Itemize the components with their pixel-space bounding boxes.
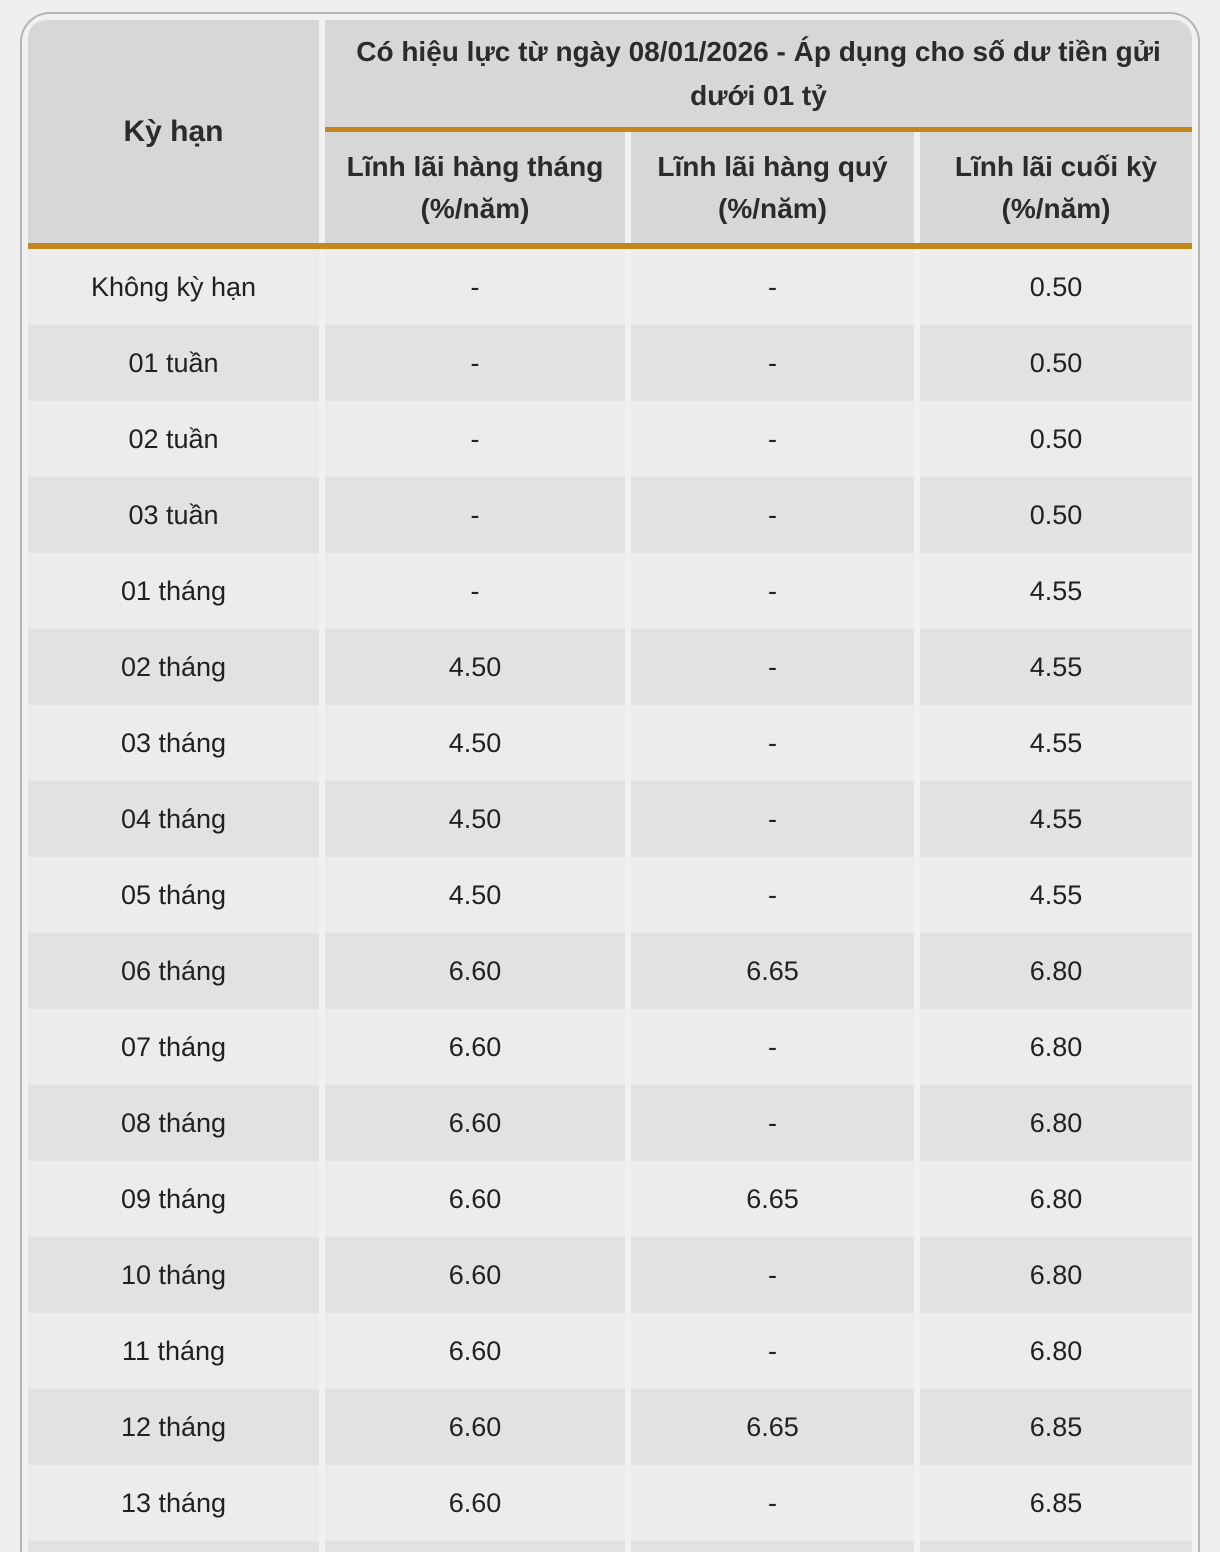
end-of-term-rate-cell: 4.55 (920, 629, 1192, 705)
column-header-monthly-unit: (%/năm) (420, 192, 530, 224)
end-of-term-rate-cell: 4.55 (920, 857, 1192, 933)
quarterly-rate-cell: - (631, 249, 914, 325)
table-row (28, 705, 1192, 781)
term-cell: 08 tháng (28, 1085, 319, 1161)
monthly-rate-cell: - (325, 553, 625, 629)
monthly-rate-cell: 4.50 (325, 857, 625, 933)
table-row (28, 1313, 1192, 1389)
term-cell: 03 tuần (28, 477, 319, 553)
term-cell: 01 tháng (28, 553, 319, 629)
column-header-quarterly-interest (631, 132, 914, 243)
term-cell: 03 tháng (28, 705, 319, 781)
rate-column-headers (325, 132, 1192, 243)
monthly-rate-cell: - (325, 401, 625, 477)
quarterly-rate-cell: - (631, 401, 914, 477)
term-cell: 11 tháng (28, 1313, 319, 1389)
term-cell: 12 tháng (28, 1389, 319, 1465)
end-of-term-rate-cell: 0.50 (920, 401, 1192, 477)
term-cell (28, 1541, 319, 1552)
monthly-rate-cell: 4.50 (325, 705, 625, 781)
table-row (28, 1161, 1192, 1237)
monthly-rate-cell: 6.60 (325, 1389, 625, 1465)
table-row (28, 401, 1192, 477)
column-header-quarterly-unit: (%/năm) (718, 192, 827, 224)
term-cell: 06 tháng (28, 933, 319, 1009)
quarterly-rate-cell: 6.65 (631, 933, 914, 1009)
column-header-end-of-term-label: Lĩnh lãi cuối kỳ (954, 150, 1158, 182)
quarterly-rate-cell: - (631, 325, 914, 401)
quarterly-rate-cell: 6.65 (631, 1161, 914, 1237)
term-cell: Không kỳ hạn (28, 249, 319, 325)
monthly-rate-cell: 6.60 (325, 933, 625, 1009)
end-of-term-rate-cell: 6.80 (920, 1085, 1192, 1161)
end-of-term-rate-cell: 6.80 (920, 1313, 1192, 1389)
end-of-term-rate-cell: 0.50 (920, 325, 1192, 401)
end-of-term-rate-cell: 0.50 (920, 249, 1192, 325)
monthly-rate-cell: 6.60 (325, 1161, 625, 1237)
end-of-term-rate-cell (920, 1541, 1192, 1552)
term-column-header: Kỳ hạn (28, 20, 319, 243)
effective-date-note-line1: Có hiệu lực từ ngày 08/01/2026 - Áp dụng cho số dư tiền gửi (356, 35, 1161, 67)
monthly-rate-cell: - (325, 325, 625, 401)
end-of-term-rate-cell: 6.80 (920, 1161, 1192, 1237)
table-body (28, 249, 1192, 1552)
quarterly-rate-cell: - (631, 1085, 914, 1161)
table-row (28, 857, 1192, 933)
quarterly-rate-cell: - (631, 705, 914, 781)
table-row (28, 1085, 1192, 1161)
end-of-term-rate-cell: 6.85 (920, 1389, 1192, 1465)
monthly-rate-cell: - (325, 477, 625, 553)
table-row (28, 1009, 1192, 1085)
table-row (28, 1465, 1192, 1541)
end-of-term-rate-cell: 4.55 (920, 553, 1192, 629)
monthly-rate-cell (325, 1541, 625, 1552)
quarterly-rate-cell: - (631, 857, 914, 933)
quarterly-rate-cell: - (631, 553, 914, 629)
monthly-rate-cell: 6.60 (325, 1009, 625, 1085)
monthly-rate-cell: 6.60 (325, 1313, 625, 1389)
end-of-term-rate-cell: 6.80 (920, 1009, 1192, 1085)
quarterly-rate-cell: - (631, 1237, 914, 1313)
table-row (28, 477, 1192, 553)
quarterly-rate-cell (631, 1541, 914, 1552)
rates-header-group (325, 20, 1192, 243)
monthly-rate-cell: - (325, 249, 625, 325)
monthly-rate-cell: 6.60 (325, 1465, 625, 1541)
term-cell: 07 tháng (28, 1009, 319, 1085)
column-header-end-of-term-unit: (%/năm) (1001, 192, 1111, 224)
term-cell: 02 tuần (28, 401, 319, 477)
table-row (28, 249, 1192, 325)
table-header (28, 20, 1192, 243)
column-header-monthly-label: Lĩnh lãi hàng tháng (346, 150, 604, 182)
term-cell: 09 tháng (28, 1161, 319, 1237)
monthly-rate-cell: 4.50 (325, 781, 625, 857)
table-row (28, 629, 1192, 705)
table-row (28, 933, 1192, 1009)
table-row (28, 553, 1192, 629)
end-of-term-rate-cell: 6.80 (920, 1237, 1192, 1313)
effective-date-note-line2: dưới 01 tỷ (690, 79, 827, 111)
monthly-rate-cell: 4.50 (325, 629, 625, 705)
monthly-rate-cell: 6.60 (325, 1237, 625, 1313)
term-cell: 13 tháng (28, 1465, 319, 1541)
table-row (28, 1541, 1192, 1552)
term-cell: 10 tháng (28, 1237, 319, 1313)
quarterly-rate-cell: - (631, 1009, 914, 1085)
effective-date-note (325, 20, 1192, 127)
quarterly-rate-cell: 6.65 (631, 1389, 914, 1465)
term-cell: 02 tháng (28, 629, 319, 705)
table-row (28, 1237, 1192, 1313)
term-cell: 01 tuần (28, 325, 319, 401)
quarterly-rate-cell: - (631, 477, 914, 553)
end-of-term-rate-cell: 6.80 (920, 933, 1192, 1009)
table-row (28, 325, 1192, 401)
quarterly-rate-cell: - (631, 629, 914, 705)
column-header-monthly-interest (325, 132, 625, 243)
table-row (28, 781, 1192, 857)
column-header-end-of-term-interest (920, 132, 1192, 243)
term-cell: 05 tháng (28, 857, 319, 933)
end-of-term-rate-cell: 4.55 (920, 781, 1192, 857)
quarterly-rate-cell: - (631, 1465, 914, 1541)
quarterly-rate-cell: - (631, 1313, 914, 1389)
monthly-rate-cell: 6.60 (325, 1085, 625, 1161)
end-of-term-rate-cell: 4.55 (920, 705, 1192, 781)
interest-rates-table-card (20, 12, 1200, 1552)
end-of-term-rate-cell: 6.85 (920, 1465, 1192, 1541)
quarterly-rate-cell: - (631, 781, 914, 857)
table-row (28, 1389, 1192, 1465)
end-of-term-rate-cell: 0.50 (920, 477, 1192, 553)
column-header-quarterly-label: Lĩnh lãi hàng quý (657, 150, 888, 182)
term-cell: 04 tháng (28, 781, 319, 857)
